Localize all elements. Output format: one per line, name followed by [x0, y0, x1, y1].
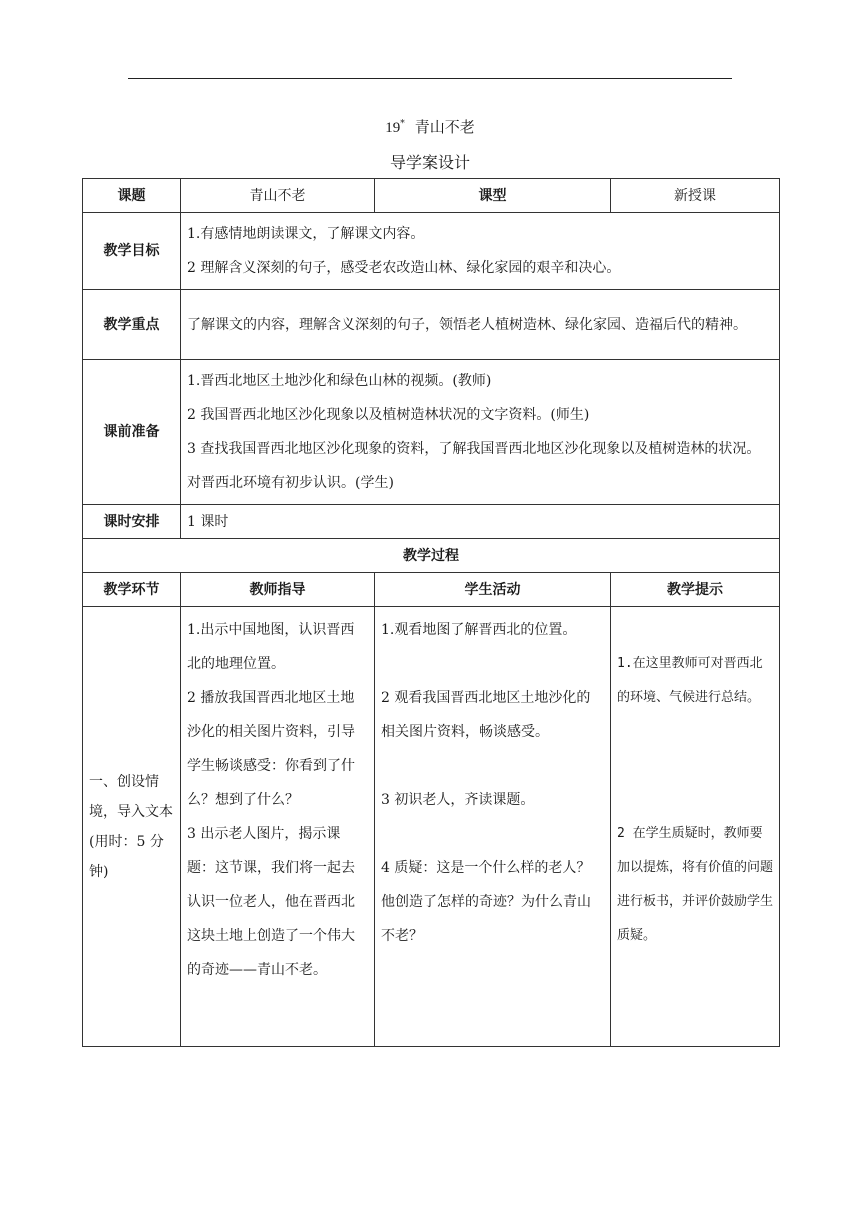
focus-row	[83, 290, 780, 360]
teacher-item: 1.出示中国地图，认识晋西北的地理位置。	[187, 622, 355, 672]
hint-item: 2 在学生质疑时，教师要加以提炼，将有价值的问题进行板书，并评价鼓励学生质疑。	[617, 826, 774, 943]
prep-label: 课前准备	[83, 360, 181, 505]
prep-cell	[181, 360, 780, 505]
schedule-value: 1 课时	[181, 505, 780, 539]
topic-row	[83, 179, 780, 213]
teacher-item: 3 出示老人图片，揭示课题：这节课，我们将一起去认识一位老人，他在晋西北这块土地上创造了一个伟大的奇迹——青山不老。	[187, 826, 355, 978]
prep-item: 3 查找我国晋西北地区沙化现象的资料，了解我国晋西北地区沙化现象以及植树造林的状况。对晋西北环境有初步认识。(学生)	[187, 441, 761, 491]
col-student-header: 学生活动	[375, 573, 611, 607]
topic-value: 青山不老	[181, 179, 375, 213]
col-hint-header: 教学提示	[611, 573, 780, 607]
header-rule	[128, 78, 732, 79]
type-label: 课型	[375, 179, 611, 213]
schedule-row	[83, 505, 780, 539]
hint-cell	[611, 607, 780, 1047]
focus-text: 了解课文的内容，理解含义深刻的句子，领悟老人植树造林、绿化家园、造福后代的精神。	[181, 290, 780, 360]
student-item: 4 质疑：这是一个什么样的老人？他创造了怎样的奇迹？为什么青山不老？	[381, 860, 591, 944]
prep-row	[83, 360, 780, 505]
process-row	[83, 607, 780, 1047]
col-teacher-header: 教师指导	[181, 573, 375, 607]
col-stage-header: 教学环节	[83, 573, 181, 607]
student-cell	[375, 607, 611, 1047]
lesson-mark: *	[400, 119, 405, 129]
student-item: 3 初识老人，齐读课题。	[381, 792, 535, 808]
lesson-number: 19	[385, 120, 401, 136]
goals-cell	[181, 213, 780, 290]
goal-item: 1.有感情地朗读课文，了解课文内容。	[187, 226, 425, 242]
lesson-name: 青山不老	[414, 118, 475, 136]
focus-label: 教学重点	[83, 290, 181, 360]
type-value: 新授课	[611, 179, 780, 213]
hint-item: 1.在这里教师可对晋西北的环境、气候进行总结。	[617, 656, 763, 705]
lesson-title	[0, 116, 860, 137]
lesson-plan-table	[82, 178, 780, 1047]
process-title-row	[83, 539, 780, 573]
goals-row	[83, 213, 780, 290]
topic-label: 课题	[83, 179, 181, 213]
goals-label: 教学目标	[83, 213, 181, 290]
process-header-row	[83, 573, 780, 607]
prep-item: 1.晋西北地区土地沙化和绿色山林的视频。(教师)	[187, 373, 492, 389]
stage-cell: 一、创设情境，导入文本(用时：5 分钟)	[83, 607, 181, 1047]
teacher-cell	[181, 607, 375, 1047]
student-item: 2 观看我国晋西北地区土地沙化的相关图片资料，畅谈感受。	[381, 690, 591, 740]
student-item: 1.观看地图了解晋西北的位置。	[381, 622, 577, 638]
process-title: 教学过程	[83, 539, 780, 573]
schedule-label: 课时安排	[83, 505, 181, 539]
goal-item: 2 理解含义深刻的句子，感受老农改造山林、绿化家园的艰辛和决心。	[187, 260, 621, 276]
prep-item: 2 我国晋西北地区沙化现象以及植树造林状况的文字资料。(师生)	[187, 407, 590, 423]
page-subtitle: 导学案设计	[389, 153, 470, 172]
teacher-item: 2 播放我国晋西北地区土地沙化的相关图片资料，引导学生畅谈感受：你看到了什么？想到了什么？	[187, 690, 355, 808]
